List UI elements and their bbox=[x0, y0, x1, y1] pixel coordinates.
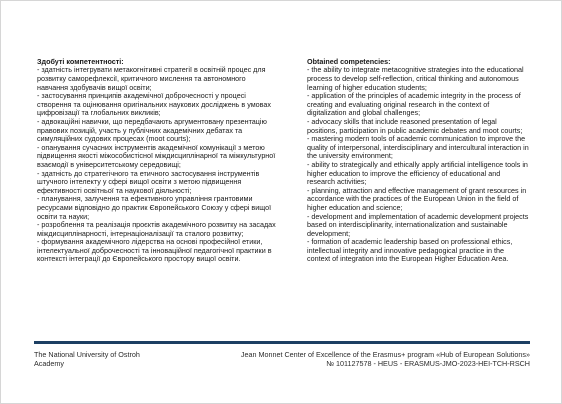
institution-name: The National University of Ostroh Academy bbox=[34, 350, 140, 368]
english-competencies-list bbox=[307, 66, 529, 264]
english-competencies-title: Obtained competencies: bbox=[307, 57, 391, 66]
center-line: Jean Monnet Center of Excellence of the Erasmus+ program «Hub of European Solutions» bbox=[240, 350, 530, 359]
competencies-columns bbox=[37, 58, 529, 264]
list-item: - the ability to integrate metacognitive strategies into the educational process to develop self-reflection, critical thinking and autonomous learning of higher education students; bbox=[307, 65, 524, 92]
list-item: - здатність інтегрувати метакогнітивні стратегії в освітній процес для розвитку саморефлексії, критичного мислення та автономного навчання здобувачів вищої освіти; bbox=[37, 65, 266, 92]
ukrainian-competencies bbox=[37, 58, 277, 264]
english-competencies bbox=[307, 58, 529, 264]
list-item: - опанування сучасних інструментів академічної комунікації з метою підвищення якості міжособистісної міждисциплінарної та міжкультурної взаємодії в університетському середовищі; bbox=[37, 142, 276, 169]
ukrainian-competencies-list bbox=[37, 66, 277, 264]
list-item: - advocacy skills that include reasoned presentation of legal positions, participation in public academic debates and moot courts; bbox=[307, 116, 523, 135]
program-number: № 101127578 - HEUS - ERASMUS-JMO-2023-HEI-TCH-RSCH bbox=[326, 359, 530, 368]
list-item: - розроблення та реалізація проєктів академічного розвитку на засадах міждисциплінарності, інтернаціоналізації та сталого розвитку; bbox=[37, 220, 276, 238]
list-item: - здатність до стратегічного та етичного застосування інструментів штучного інтелекту у сфері вищої освіти з метою підвищення ефективності освітньої та наукової діяльності; bbox=[37, 168, 260, 195]
list-item: - formation of academic leadership based on professional ethics, intellectual integrity and innovative pedagogical practice in the context of integration into the European Higher Education Area. bbox=[307, 237, 513, 264]
footer-divider bbox=[34, 341, 530, 344]
list-item: - адвокаційні навички, що передбачають аргументовану презентацію правових позицій, участь у публічних академічних дебатах та симуляційних судових процесах (moot courts); bbox=[37, 116, 267, 144]
program-info bbox=[150, 350, 530, 368]
list-item: - application of the principles of academic integrity in the process of creating and evaluating original research in the context of digitalization and global challenges; bbox=[307, 91, 521, 118]
list-item: - mastering modern tools of academic communication to improve the quality of interpersonal, interdisciplinary and intercultural interaction in the university environment; bbox=[307, 134, 529, 161]
ukrainian-competencies-title: Здобуті компетентності: bbox=[37, 57, 124, 66]
list-item: - ability to strategically and ethically apply artificial intelligence tools in higher education to improve the efficiency of educational and research activities; bbox=[307, 159, 528, 187]
list-item: - застосування принципів академічної доброчесності у процесі створення та оцінювання оригінальних наукових досліджень в умовах цифровізації та глобальних викликів; bbox=[37, 91, 271, 118]
list-item: - planning, attraction and effective management of grant resources in accordance with the practices of the European Union in the field of higher education and science; bbox=[307, 185, 527, 212]
list-item: - development and implementation of academic development projects based on interdisciplinarity, internationalization and sustainable development; bbox=[307, 211, 529, 238]
list-item: - формування академічного лідерства на основі професійної етики, інтелектуальної доброчесності та інноваційної педагогічної практики в контексті інтеграції до Європейського простору вищої освіти. bbox=[37, 237, 272, 264]
list-item: - планування, залучення та ефективного управління грантовими ресурсами відповідно до практик Європейського Союзу у сфері вищої освіти та науки; bbox=[37, 194, 272, 221]
